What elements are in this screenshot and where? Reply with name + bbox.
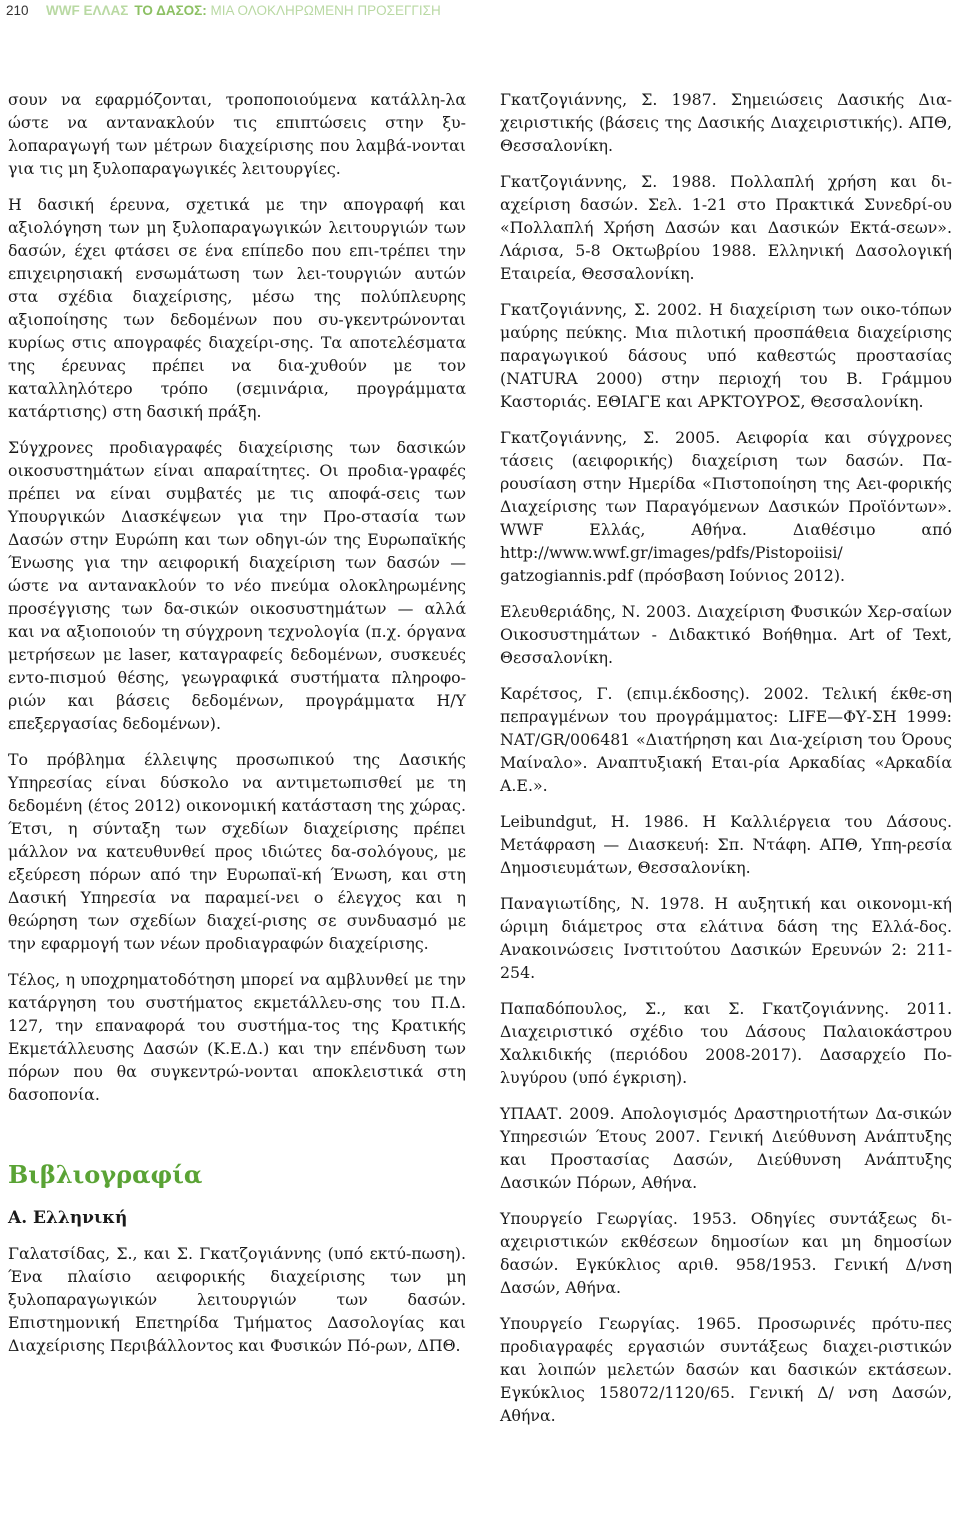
reference-entry: Γκατζογιάννης, Σ. 1988. Πολλαπλή χρήση και δι-αχείριση δασών. Σελ. 1-21 στο Πρακτικά Συνεδρί-ου «Πολλαπλή Χρήση Δασών και Δασικών Εκτά-σεων». Λάρισα, 5-8 Οκτωβρίου 1988. Ελληνική Δασολογική Εταιρεία, Θεσσαλονίκη. (500, 172, 952, 283)
header-title-part1: ΤΟ ΔΑΣΟΣ: (134, 3, 207, 18)
page-number: 210 (6, 3, 29, 18)
running-header (0, 0, 960, 22)
reference-entry: Γκατζογιάννης, Σ. 2005. Αειφορία και σύγχρονες τάσεις (αειφορικής) διαχείριση των δασών. Πα-ρουσίαση στην Ημερίδα «Πιστοποίηση της Αει-φορικής Διαχείρισης των Παραγόμενων Δασικών Προϊόντων». WWF Ελλάς, Αθήνα. Διαθέσιμο από http://www.wwf.gr/images/pdfs/Pistopoiisi/ gatzogiannis.pdf (πρόσβαση Ιούνιος 2012). (500, 428, 952, 585)
right-column (500, 88, 952, 1440)
reference-entry: Leibundgut, H. 1986. Η Καλλιέργεια του Δάσους. Μετάφραση — Διασκευή: Σπ. Ντάφη. ΑΠΘ, Υπη-ρεσία Δημοσιευμάτων, Θεσσαλονίκη. (500, 812, 952, 877)
reference-entry: Υπουργείο Γεωργίας. 1965. Προσωρινές πρότυ-πες προδιαγραφές εργασιών συντάξεως διαχει-ριστικών και λοιπών μελετών δασών και δασικών εκτάσεων. Εγκύκλιος 158072/1120/65. Γενική Δ/ νση Δασών, Αθήνα. (500, 1314, 952, 1425)
header-title-part2: ΜΙΑ ΟΛΟΚΛΗΡΩΜΕΝΗ ΠΡΟΣΕΓΓΙΣΗ (210, 3, 441, 18)
bibliography-heading: Βιβλιογραφία (8, 1160, 203, 1189)
reference-entry: Ελευθεριάδης, Ν. 2003. Διαχείριση Φυσικών Χερ-σαίων Οικοσυστημάτων - Διδακτικό Βοήθημα. Art of Text, Θεσσαλονίκη. (500, 602, 952, 667)
greek-references-subheading: Α. Ελληνική (8, 1208, 128, 1228)
body-paragraph: Η δασική έρευνα, σχετικά με την απογραφή και αξιολόγηση των μη ξυλοπαραγωγικών λειτουργιών των δασών, έχει φτάσει σε ένα επίπεδο που επι-τρέπει την επιχειρησιακή ενσωμάτωση των λει-τουργιών αυτών στα σχέδια διαχείρισης, μέσω της πολύπλευρης αξιοποίησης των δεδομένων που συ-γκεντρώνονται κυρίως στις απογραφές διαχείρι-σης. Τα αποτελέσματα της έρευνας πρέπει να δια-χυθούν με τον καταλληλότερο τρόπο (σεμινάρια, προγράμματα κατάρτισης) στη δασική πράξη. (8, 195, 466, 421)
header-brand: WWF ΕΛΛΑΣ (46, 3, 129, 18)
left-column (8, 88, 466, 1370)
reference-entry: ΥΠΑΑΤ. 2009. Απολογισμός Δραστηριοτήτων Δα-σικών Υπηρεσιών Έτους 2007. Γενική Διεύθυνση Ανάπτυξης και Προστασίας Δασών, Διεύθυνση Ανάπτυξης Δασικών Πόρων, Αθήνα. (500, 1104, 952, 1192)
body-paragraph: σουν να εφαρμόζονται, τροποποιούμενα κατάλλη-λα ώστε να αντανακλούν τις επιπτώσεις στην ξυ-λοπαραγωγή των μέτρων διαχείρισης που λαμβά-νονται για τις μη ξυλοπαραγωγικές λειτουργίες. (8, 90, 466, 178)
reference-entry: Γαλατσίδας, Σ., και Σ. Γκατζογιάννης (υπό εκτύ-πωση). Ένα πλαίσιο αειφορικής διαχείρισης των μη ξυλοπαραγωγικών λειτουργιών των δασών. Επιστημονική Επετηρίδα Τμήματος Δασολογίας και Διαχείρισης Περιβάλλοντος και Φυσικών Πό-ρων, ΔΠΘ. (8, 1244, 466, 1355)
body-paragraph: Σύγχρονες προδιαγραφές διαχείρισης των δασικών οικοσυστημάτων είναι απαραίτητες. Οι προδια-γραφές πρέπει να είναι συμβατές με τις αποφά-σεις των Υπουργικών Διασκέψεων για την Προ-στασία των Δασών στην Ευρώπη και των οδηγι-ών της Ευρωπαϊκής Ένωσης για την αειφορική διαχείριση των δασών — ώστε να αντανακλούν το νέο πνεύμα ολοκληρωμένης προσέγγισης των δα-σικών οικοσυστημάτων — αλλά και να αξιοποιούν τη σύγχρονη τεχνολογία (π.χ. όργανα μετρήσεων με laser, καταγραφείς δεδομένων, συσκευές εντο-πισμού θέσης, γεωγραφικά συστήματα πληροφο-ριών και βάσεις δεδομένων, προγράμματα Η/Υ επεξεργασίας δεδομένων). (8, 438, 466, 733)
reference-entry: Γκατζογιάννης, Σ. 1987. Σημειώσεις Δασικής Δια-χειριστικής (βάσεις της Δασικής Διαχειριστικής). ΑΠΘ, Θεσσαλονίκη. (500, 90, 952, 155)
reference-entry: Παναγιωτίδης, Ν. 1978. Η αυξητική και οικονομι-κή ώριμη διάμετρος στα ελάτινα δάση της Ελλά-δος. Ανακοινώσεις Ινστιτούτου Δασικών Ερευνών 2: 211-254. (500, 894, 952, 982)
body-paragraph: Το πρόβλημα έλλειψης προσωπικού της Δασικής Υπηρεσίας είναι δύσκολο να αντιμετωπισθεί με τη δεδομένη (έτος 2012) οικονομική κατάσταση της χώρας. Έτσι, η σύνταξη των σχεδίων διαχείρισης πρέπει μάλλον να κατευθυνθεί προς ιδιώτες δα-σολόγους, με εξεύρεση πόρων από την Ευρωπαϊ-κή Ένωση, και στη Δασική Υπηρεσία να παραμεί-νει ο έλεγχος και η θεώρηση των σχεδίων διαχεί-ρισης σε συνδυασμό με την εφαρμογή των νέων προδιαγραφών διαχείρισης. (8, 750, 466, 953)
reference-entry: Υπουργείο Γεωργίας. 1953. Οδηγίες συντάξεως δι-αχειριστικών εκθέσεων δημοσίων και μη δημοσίων δασών. Εγκύκλιος αριθ. 958/1953. Γενική Δ/νση Δασών, Αθήνα. (500, 1209, 952, 1297)
reference-entry: Καρέτσος, Γ. (επιμ.έκδοσης). 2002. Τελική έκθε-ση πεπραγμένων του προγράμματος: LIFE—ΦΥ-ΣΗ 1999: NAT/GR/006481 «Διατήρηση και Δια-χείριση του Όρους Μαίναλο». Αναπτυξιακή Εται-ρία Αρκαδίας «Αρκαδία Α.Ε.». (500, 684, 952, 795)
reference-entry: Γκατζογιάννης, Σ. 2002. Η διαχείριση των οικο-τόπων μαύρης πεύκης. Μια πιλοτική προσπάθεια διαχείρισης παραγωγικού δάσους υπό καθεστώς προστασίας (NATURA 2000) στην περιοχή του Β. Γράμμου Καστοριάς. ΕΘΙΑΓΕ και ΑΡΚΤΟΥΡΟΣ, Θεσσαλονίκη. (500, 300, 952, 411)
body-paragraph: Τέλος, η υποχρηματοδότηση μπορεί να αμβλυνθεί με την κατάργηση του συστήματος εκμετάλλευ-σης του Π.Δ. 127, την επαναφορά του συστήμα-τος της Κρατικής Εκμετάλλευσης Δασών (Κ.Ε.Δ.) και την επένδυση των πόρων που θα συγκεντρώ-νονται αποκλειστικά στη δασοπονία. (8, 970, 466, 1104)
reference-entry: Παπαδόπουλος, Σ., και Σ. Γκατζογιάννης. 2011. Διαχειριστικό σχέδιο του Δάσους Παλαιοκάστρου Χαλκιδικής (περιόδου 2008-2017). Δασαρχείο Πο-λυγύρου (υπό έγκριση). (500, 999, 952, 1087)
